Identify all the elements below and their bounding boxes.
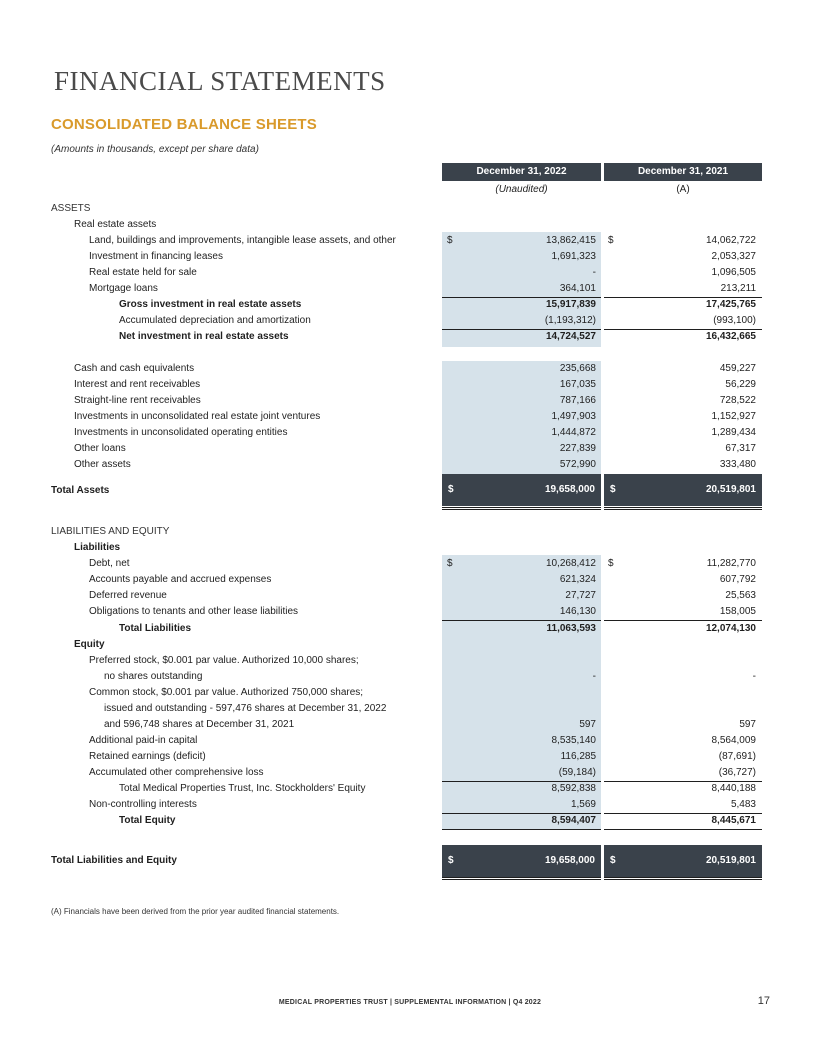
table-row	[0, 377, 820, 393]
value-2021: 8,440,188	[711, 783, 756, 794]
liabilities-subheading-row	[0, 540, 820, 556]
value-2021: -	[752, 671, 756, 682]
value-2021: 11,282,770	[706, 558, 756, 569]
value-2021: 1,289,434	[711, 427, 756, 438]
value-2022: 15,917,839	[545, 299, 596, 310]
page-title: FINANCIAL STATEMENTS	[54, 66, 386, 96]
double-rule	[442, 877, 601, 880]
table-row	[0, 457, 820, 473]
table-row	[0, 265, 820, 281]
value-2022: 1,691,323	[551, 251, 596, 262]
row-label: Debt, net	[89, 558, 130, 569]
value-2021: 728,522	[719, 395, 756, 406]
table-row	[0, 556, 820, 572]
value-2022: 14,724,527	[545, 331, 596, 342]
value-2021: 5,483	[730, 799, 756, 810]
total-le-2022-cell	[442, 845, 601, 877]
value-2021: 25,563	[725, 590, 756, 601]
row-label: Straight-line rent receivables	[74, 395, 201, 406]
value-2022: 597	[579, 719, 596, 730]
table-row	[0, 393, 820, 409]
total-assets-label: Total Assets	[51, 485, 110, 496]
row-label: Common stock, $0.001 par value. Authorized 750,000 shares;	[89, 687, 364, 698]
value-2022: 235,668	[559, 363, 596, 374]
value-2022: -	[592, 267, 596, 278]
liabilities-heading-row	[0, 524, 820, 540]
value-2022: 572,990	[559, 459, 596, 470]
value-2022: 1,444,872	[551, 427, 596, 438]
value-2022: 19,658,000	[544, 855, 595, 866]
value-2022: 1,497,903	[551, 411, 596, 422]
table-row	[0, 409, 820, 425]
value-2021: 17,425,765	[705, 299, 756, 310]
dollar-sign: $	[447, 558, 453, 569]
dollar-sign: $	[448, 484, 454, 495]
row-label: Total Medical Properties Trust, Inc. Stockholders' Equity	[119, 783, 366, 794]
dollar-sign: $	[610, 855, 616, 866]
value-2021: 56,229	[725, 379, 756, 390]
total-le-2021-cell	[604, 845, 762, 877]
footnote: (A) Financials have been derived from the prior year audited financial statements.	[51, 907, 340, 916]
row-label: no shares outstanding	[104, 671, 203, 682]
value-2022: 19,658,000	[544, 484, 595, 495]
row-label: Preferred stock, $0.001 par value. Authorized 10,000 shares;	[89, 655, 359, 666]
row-label: Accounts payable and accrued expenses	[89, 574, 272, 585]
value-2021: 8,564,009	[711, 735, 756, 746]
row-label: Accumulated other comprehensive loss	[89, 767, 264, 778]
table-row	[0, 281, 820, 297]
value-2021: 20,519,801	[705, 855, 756, 866]
value-2021: 1,152,927	[711, 411, 756, 422]
table-row	[0, 297, 820, 313]
row-label: Total Liabilities	[119, 623, 192, 634]
value-2022: 11,063,593	[546, 623, 596, 634]
value-2022: 8,592,838	[551, 783, 596, 794]
double-rule	[604, 507, 762, 510]
table-row	[0, 813, 820, 829]
subtotal-rule	[604, 829, 762, 830]
row-label: Investment in financing leases	[89, 251, 223, 262]
row-label: Retained earnings (deficit)	[89, 751, 206, 762]
row-label: Additional paid-in capital	[89, 735, 198, 746]
row-label: Net investment in real estate assets	[119, 331, 289, 342]
row-label: Interest and rent receivables	[74, 379, 201, 390]
dollar-sign: $	[447, 235, 453, 246]
table-row	[0, 313, 820, 329]
row-label: and 596,748 shares at December 31, 2021	[104, 719, 295, 730]
table-row	[0, 685, 820, 701]
liabilities-heading: LIABILITIES AND EQUITY	[51, 526, 170, 537]
value-2022: 13,862,415	[545, 235, 596, 246]
assets-heading-row	[0, 201, 820, 217]
section-title: CONSOLIDATED BALANCE SHEETS	[51, 116, 317, 133]
row-label: Accumulated depreciation and amortization	[119, 315, 311, 326]
row-label: Investments in unconsolidated operating entities	[74, 427, 288, 438]
table-row	[0, 233, 820, 249]
value-2022: 621,324	[559, 574, 596, 585]
assets-heading: ASSETS	[51, 203, 91, 214]
subtotal-rule	[442, 829, 601, 830]
row-label: Deferred revenue	[89, 590, 167, 601]
row-label: Mortgage loans	[89, 283, 158, 294]
table-row	[0, 621, 820, 637]
dollar-sign: $	[608, 558, 614, 569]
table-row	[0, 425, 820, 441]
equity-heading-row	[0, 637, 820, 653]
value-2021: 607,792	[719, 574, 756, 585]
value-2022: 116,285	[560, 751, 596, 762]
page-number: 17	[757, 995, 770, 1007]
table-row	[0, 669, 820, 685]
table-row	[0, 361, 820, 377]
table-row	[0, 572, 820, 588]
column-header-2022: December 31, 2022	[442, 163, 601, 181]
row-label: Other loans	[74, 443, 126, 454]
equity-heading: Equity	[74, 639, 105, 650]
total-assets-2022-cell	[442, 474, 601, 506]
value-2022: 167,035	[559, 379, 596, 390]
row-label: Real estate held for sale	[89, 267, 197, 278]
row-label: Total Equity	[119, 815, 176, 826]
value-2021: 8,445,671	[711, 815, 756, 826]
real-estate-heading: Real estate assets	[74, 219, 157, 230]
table-row	[0, 797, 820, 813]
value-2021: 67,317	[725, 443, 756, 454]
value-2021: 12,074,130	[705, 623, 756, 634]
value-2021: (36,727)	[718, 767, 756, 778]
value-2021: 2,053,327	[711, 251, 756, 262]
row-label: Land, buildings and improvements, intangible lease assets, and other	[89, 235, 396, 246]
row-label: Gross investment in real estate assets	[119, 299, 302, 310]
row-label: Cash and cash equivalents	[74, 363, 195, 374]
value-2021: 16,432,665	[705, 331, 756, 342]
table-row	[0, 701, 820, 717]
dollar-sign: $	[448, 855, 454, 866]
table-row	[0, 749, 820, 765]
value-2022: 10,268,412	[545, 558, 596, 569]
row-label: Other assets	[74, 459, 131, 470]
table-row	[0, 781, 820, 797]
liabilities-subheading: Liabilities	[74, 542, 121, 553]
table-row	[0, 653, 820, 669]
row-label: issued and outstanding - 597,476 shares at December 31, 2022	[104, 703, 387, 714]
double-rule	[604, 877, 762, 880]
total-le-label: Total Liabilities and Equity	[51, 855, 177, 866]
row-label: Investments in unconsolidated real estate joint ventures	[74, 411, 321, 422]
dollar-sign: $	[608, 235, 614, 246]
table-row	[0, 441, 820, 457]
value-2022: -	[592, 671, 596, 682]
column-header-2021: December 31, 2021	[604, 163, 762, 181]
column-sub-2022: (Unaudited)	[495, 184, 548, 195]
value-2021: 20,519,801	[705, 484, 756, 495]
row-label: Obligations to tenants and other lease liabilities	[89, 606, 299, 617]
value-2021: 1,096,505	[711, 267, 756, 278]
value-2022: (59,184)	[558, 767, 596, 778]
subtitle: (Amounts in thousands, except per share data)	[51, 144, 259, 155]
value-2021: 459,227	[719, 363, 756, 374]
value-2022: 27,727	[565, 590, 596, 601]
column-sub-2021: (A)	[676, 184, 690, 195]
value-2022: 1,569	[570, 799, 596, 810]
value-2021: 333,480	[719, 459, 756, 470]
value-2021: 597	[739, 719, 756, 730]
value-2022: (1,193,312)	[544, 315, 596, 326]
value-2021: 14,062,722	[705, 235, 756, 246]
value-2021: 213,211	[720, 283, 756, 294]
value-2022: 146,130	[559, 606, 596, 617]
table-row	[0, 765, 820, 781]
value-2021: (993,100)	[713, 315, 756, 326]
table-row	[0, 733, 820, 749]
double-rule	[442, 507, 601, 510]
value-2021: (87,691)	[718, 751, 756, 762]
real-estate-heading-row	[0, 217, 820, 233]
value-2022: 787,166	[559, 395, 596, 406]
value-2022: 227,839	[559, 443, 596, 454]
value-2022: 8,535,140	[551, 735, 596, 746]
value-2021: 158,005	[719, 606, 756, 617]
table-row	[0, 249, 820, 265]
value-2022: 8,594,407	[551, 815, 596, 826]
table-row	[0, 604, 820, 620]
total-assets-2021-cell	[604, 474, 762, 506]
row-label: Non-controlling interests	[89, 799, 197, 810]
table-row	[0, 588, 820, 604]
table-row	[0, 329, 820, 345]
value-2022: 364,101	[559, 283, 596, 294]
table-row	[0, 717, 820, 733]
page-footer: MEDICAL PROPERTIES TRUST | SUPPLEMENTAL INFORMATION | Q4 2022	[278, 999, 542, 1006]
dollar-sign: $	[610, 484, 616, 495]
